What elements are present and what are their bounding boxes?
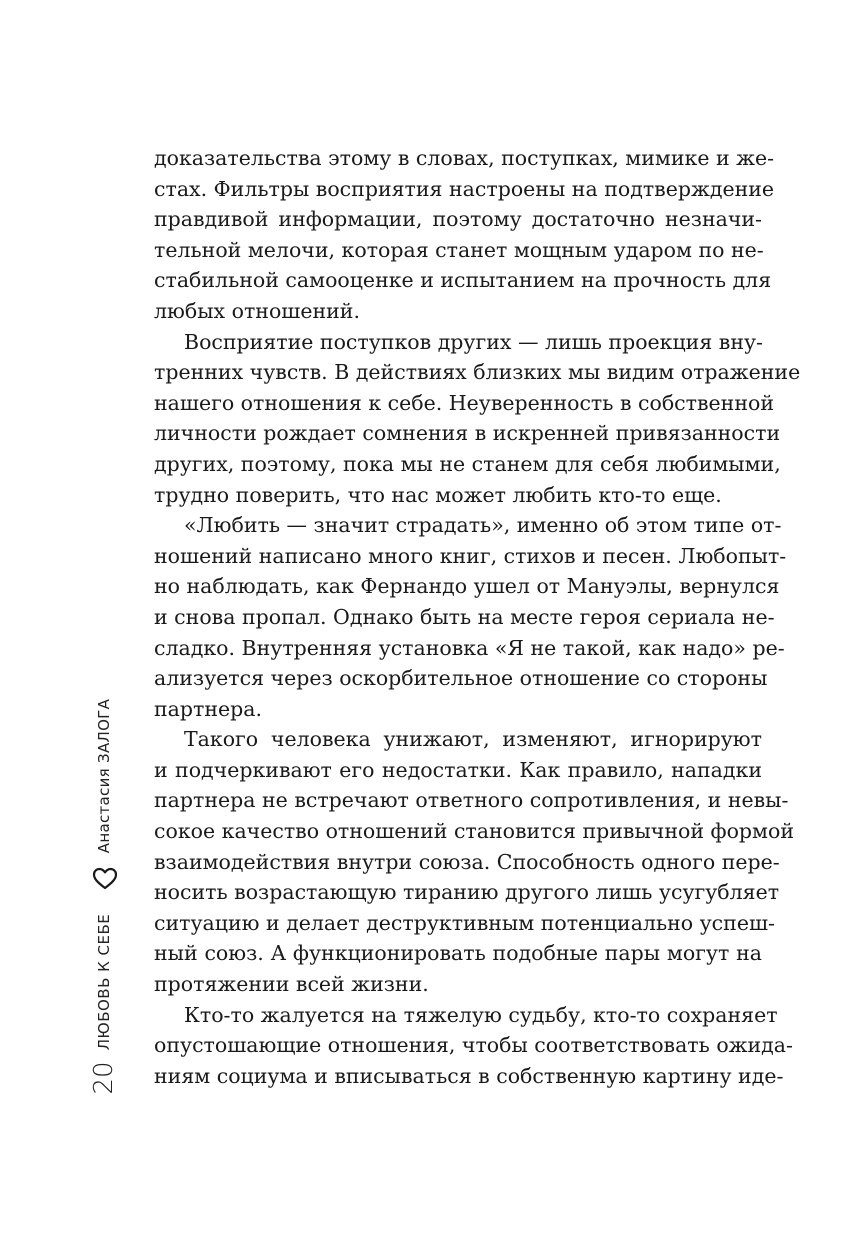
text-line: взаимодействия внутри союза. Способность одного пере-	[154, 849, 780, 874]
text-line: носить возрастающую тиранию другого лишь усугубляет	[154, 880, 780, 905]
text-line: доказательства этому в словах, поступках, мимике и же-	[154, 146, 775, 170]
text-line: опустошающие отношения, чтобы соответствовать ожида-	[154, 1033, 793, 1058]
author-name: Анастасия ЗАЛОГА	[95, 698, 113, 854]
text-line: но наблюдать, как Фернандо ушел от Мануэлы, вернулся	[154, 574, 780, 599]
text-line: ситуацию и делает деструктивным потенциально успеш-	[154, 910, 775, 935]
text-line: любых отношений.	[154, 298, 360, 323]
text-line: Восприятие поступков других — лишь проекция вну-	[184, 329, 763, 354]
text-line: ный союз. А функционировать подобные пары могут на	[154, 941, 762, 966]
text-line: тельной мелочи, которая станет мощным ударом по не-	[154, 237, 764, 262]
text-line: Такого человека унижают, изменяют, игнорируют	[184, 727, 762, 752]
text-line: трудно поверить, что нас может любить кто-то еще.	[154, 482, 722, 507]
paragraph-2	[154, 327, 801, 511]
text-line: партнера не встречают ответного сопротивления, и невы-	[154, 788, 789, 813]
text-line: стабильной самооценке и испытанием на прочность для	[154, 268, 772, 293]
text-line: других, поэтому, пока мы не станем для себя любимыми,	[154, 451, 781, 476]
text-line: сладко. Внутренняя установка «Я не такой, как надо» ре-	[154, 635, 785, 660]
text-line: партнера.	[154, 696, 263, 721]
book-title: ЛЮБОВЬ К СЕБЕ	[95, 913, 113, 1051]
text-line: ношений написано много книг, стихов и песен. Любопыт-	[154, 543, 787, 568]
text-line: «Любить — значит страдать», именно об этом типе от-	[184, 513, 782, 538]
paragraph-4	[154, 724, 794, 999]
text-line: Кто-то жалуется на тяжелую судьбу, кто-то сохраняет	[184, 1002, 778, 1027]
paragraph-1	[154, 143, 775, 327]
paragraph-3	[154, 510, 787, 724]
text-line: и подчеркивают его недостатки. Как правило, нападки	[154, 757, 762, 782]
text-line: стах. Фильтры восприятия настроены на подтверждение	[154, 176, 775, 201]
text-line: ализуется через оскорбительное отношение со стороны	[154, 666, 768, 691]
heart-outline-icon	[92, 866, 118, 892]
text-line: правдивой информации, поэтому достаточно незначи-	[154, 207, 762, 232]
page-number: 20	[89, 1061, 119, 1095]
paragraph-5	[154, 1000, 793, 1092]
text-line: сокое качество отношений становится привычной формой	[154, 819, 794, 844]
text-line: ниям социума и вписываться в собственную картину иде-	[154, 1063, 784, 1088]
text-line: тренних чувств. В действиях близких мы видим отражение	[154, 360, 801, 385]
text-line: личности рождает сомнения в искренней привязанности	[154, 421, 781, 446]
text-line: протяжении всей жизни.	[154, 972, 429, 997]
text-line: и снова пропал. Однако быть на месте героя сериала не-	[154, 604, 775, 629]
text-line: нашего отношения к себе. Неуверенность в собственной	[154, 390, 774, 415]
body-text	[154, 143, 801, 1091]
